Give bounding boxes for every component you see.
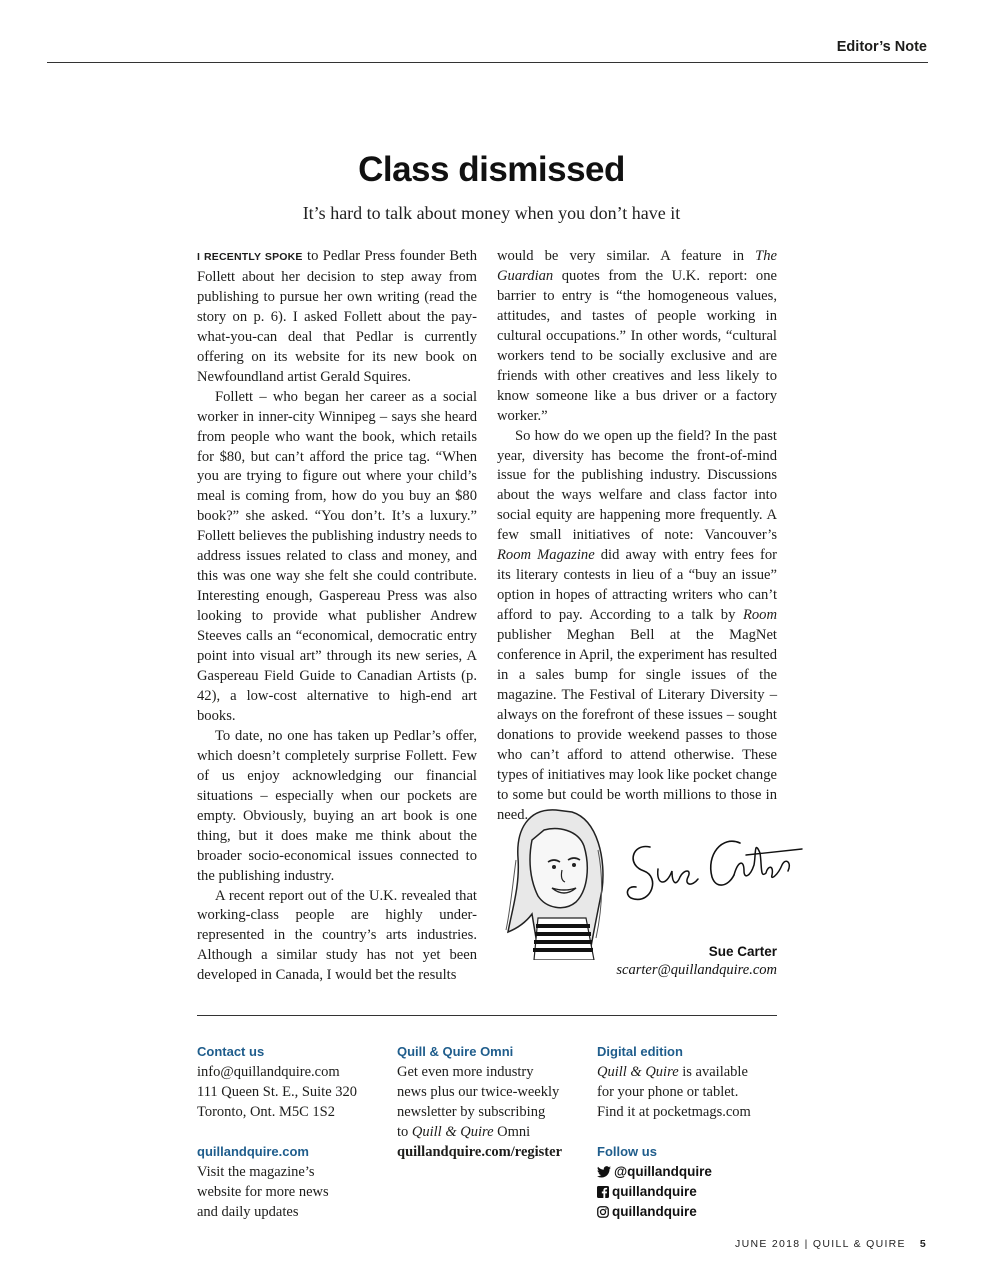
- instagram-icon: [597, 1206, 609, 1218]
- contact-column: [197, 1042, 387, 1222]
- digital-text: for your phone or tablet.: [597, 1084, 739, 1100]
- digital-text: Find it at pocketmags.com: [597, 1104, 751, 1120]
- website-link[interactable]: quillandquire.com: [197, 1144, 309, 1159]
- page-number: 5: [919, 1238, 927, 1250]
- omni-column: [397, 1042, 597, 1162]
- paragraph: A recent report out of the U.K. revealed that working-class people are highly under-represented in the country’s arts industries. Although a similar study has not yet been developed in Canada, I would bet the results: [197, 887, 477, 984]
- footer-rule: [197, 1015, 777, 1016]
- facebook-link[interactable]: [597, 1182, 787, 1202]
- omni-text: news plus our twice-weekly: [397, 1084, 560, 1100]
- lead-in: I RECENTLY SPOKE: [197, 251, 303, 263]
- section-label: Editor’s Note: [836, 39, 927, 55]
- contact-address-line: 111 Queen St. E., Suite 320: [197, 1084, 358, 1100]
- twitter-icon: [597, 1166, 611, 1178]
- contact-address-line: Toronto, Ont. M5C 1S2: [197, 1104, 335, 1120]
- omni-text: Get even more industry: [397, 1064, 534, 1080]
- paragraph: would be very similar. A feature in The Guardian quotes from the U.K. report: one barrier to entry is “the homogeneous values, attitudes, and tastes of people working in cultural occupations.” In other words, “cultural workers tend to be socially exclusive and are friends with other creatives and less likely to know someone like a bus driver or a factory worker.”: [497, 248, 777, 424]
- digital-heading: Digital edition: [597, 1044, 683, 1059]
- follow-heading: Follow us: [597, 1144, 657, 1159]
- twitter-handle: @quillandquire: [614, 1164, 712, 1179]
- article-column-right: [497, 247, 777, 826]
- omni-heading: Quill & Quire Omni: [397, 1044, 514, 1059]
- article-title: Class dismissed: [358, 150, 625, 189]
- twitter-link[interactable]: [597, 1162, 787, 1182]
- digital-column: [597, 1042, 787, 1222]
- facebook-icon: [597, 1186, 609, 1198]
- author-signature: [622, 825, 804, 920]
- facebook-handle: quillandquire: [612, 1184, 697, 1199]
- website-text: website for more news: [197, 1184, 329, 1200]
- author-email[interactable]: scarter@quillandquire.com: [616, 962, 777, 978]
- paragraph: So how do we open up the field? In the past year, diversity has become the front-of-mind issue for the publishing industry. Discussions about the ways welfare and class factor into social equity are happening more frequently. A few small initiatives of note: Vancouver’s Room Magazine did away with entry fees for its literary contests in lieu of a “buy an issue” option in hopes of attracting writers who can’t afford to pay. According to a talk by Room publisher Meghan Bell at the MagNet conference in April, the experiment has resulted in a sales bump for single issues of the magazine. The Festival of Literary Diversity – always on the forefront of these issues – sought donations to provide weekend passes to those who can’t afford to attend otherwise. These types of initiatives may look like pocket change to some but could be worth millions to those in need.: [497, 427, 778, 823]
- omni-register-link[interactable]: quillandquire.com/register: [397, 1144, 563, 1160]
- instagram-handle: quillandquire: [612, 1204, 697, 1219]
- folio: [735, 1238, 927, 1250]
- contact-heading: Contact us: [197, 1044, 265, 1059]
- omni-text: newsletter by subscribing: [397, 1104, 546, 1120]
- top-rule: [47, 62, 928, 63]
- website-text: and daily updates: [197, 1204, 299, 1220]
- omni-text: to Quill & Quire Omni: [397, 1124, 531, 1140]
- contact-email[interactable]: info@quillandquire.com: [197, 1064, 340, 1080]
- paragraph: Follett – who began her career as a social worker in inner-city Winnipeg – says she heard from people who want the book, which retails for $80, but can’t afford the price tag. “When you are trying to figure out where your child’s meal is coming from, how do you buy an $80 book?” she asked. “You don’t. It’s a luxury.” Follett believes the publishing industry needs to address issues related to class and money, and this was one way she felt she could contribute. Interesting enough, Gaspereau Press was also looking to provide what publisher Andrew Steeves calls an “economical, democratic entry point into visual art” through its new series, A Gaspereau Field Guide to Canadian Artists (p. 42), a low-cost alternative to high-end art books.: [197, 388, 477, 724]
- website-text: Visit the magazine’s: [197, 1164, 315, 1180]
- article-deck: It’s hard to talk about money when you don’t have it: [302, 203, 681, 223]
- article-column-left: [197, 247, 477, 986]
- instagram-link[interactable]: [597, 1202, 787, 1222]
- author-name: Sue Carter: [708, 944, 777, 959]
- paragraph: To date, no one has taken up Pedlar’s offer, which doesn’t completely surprise Follett. Few of us enjoy acknowledging our financial situations – especially when our pockets are empty. Obviously, buying an art book is one thing, but it does make me think about the broader socio-economical issues connected to the publishing industry.: [197, 727, 477, 884]
- author-portrait-illustration: [498, 800, 616, 960]
- paragraph: I RECENTLY SPOKE to Pedlar Press founder Beth Follett about her decision to step away from publishing to pursue her own writing (read the story on p. 6). I asked Follett about the pay-what-you-can deal that Pedlar is currently offering on its website for its new book on Newfoundland artist Gerald Squires.: [197, 248, 477, 385]
- folio-text: JUNE 2018 | QUILL & QUIRE: [735, 1238, 906, 1250]
- digital-text: Quill & Quire is available: [597, 1064, 748, 1080]
